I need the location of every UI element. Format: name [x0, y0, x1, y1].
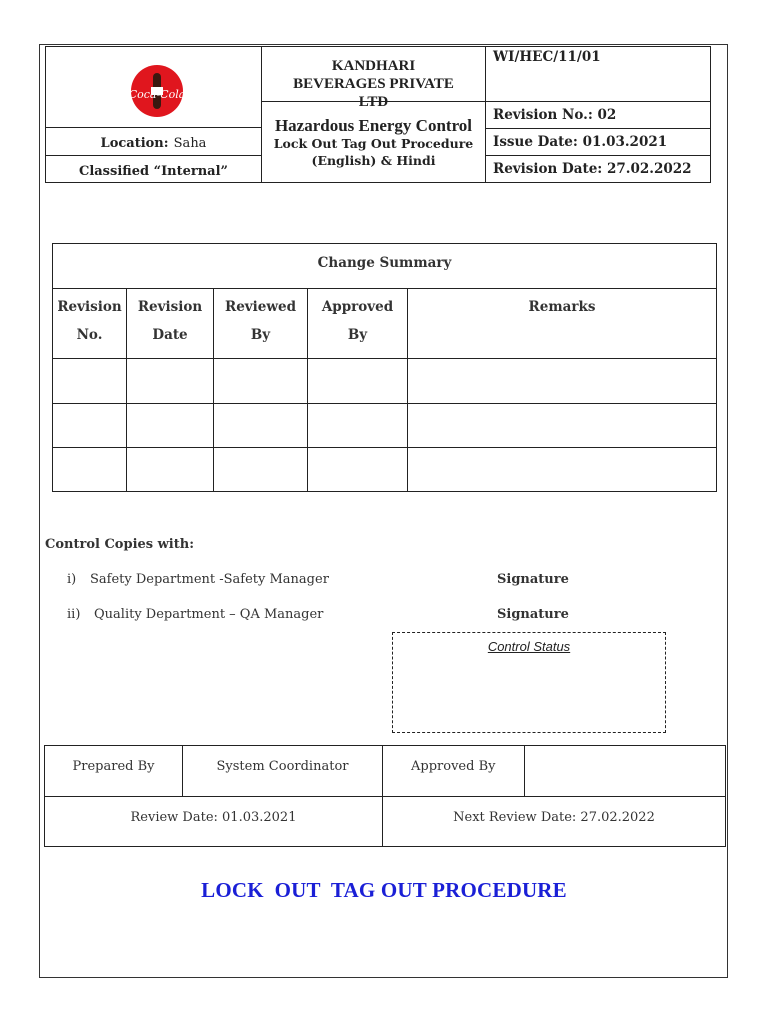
location-label: Location:: [100, 136, 169, 151]
column-header-line: By: [347, 327, 368, 343]
review-date-cell: [44, 796, 383, 847]
revision-no-cell: [485, 101, 711, 129]
table-cell: [52, 358, 127, 404]
table-cell: [407, 358, 717, 404]
table-cell: [213, 403, 308, 448]
control-copies-heading: Control Copies with:: [45, 537, 195, 552]
change-summary-title-cell: [52, 243, 717, 289]
column-header-revision-date: [126, 288, 214, 359]
signature-label: Signature: [497, 572, 569, 587]
control-status-label: Control Status: [487, 639, 571, 654]
next-review-date-cell: [382, 796, 726, 847]
table-cell: [307, 447, 408, 492]
logo-cell: [45, 46, 262, 128]
column-header-line: Reviewed: [224, 299, 297, 315]
column-header-line: By: [250, 327, 271, 343]
column-header-remarks: [407, 288, 717, 359]
column-header-line: Date: [152, 327, 188, 343]
table-cell: [126, 447, 214, 492]
document-title: LOCK OUT TAG OUT PROCEDURE: [201, 878, 567, 902]
company-name: KANDHARI BEVERAGES PRIVATE LTD: [293, 58, 454, 110]
system-coordinator-label: System Coordinator: [216, 759, 349, 774]
control-copy-number: ii): [67, 607, 81, 622]
column-header-reviewed-by: [213, 288, 308, 359]
prepared-by-label: Prepared By: [72, 759, 155, 774]
column-header-revision-no: [52, 288, 127, 359]
doc-title-cell: [261, 101, 486, 183]
signature-label: Signature: [497, 607, 569, 622]
control-copy-label: Safety Department -Safety Manager: [90, 572, 329, 587]
doc-subtitle-language: (English) & Hindi: [311, 153, 436, 168]
table-cell: [126, 358, 214, 404]
table-cell: [213, 358, 308, 404]
table-cell: [307, 358, 408, 404]
column-header-line: No.: [76, 327, 103, 343]
coca-cola-logo-icon: [131, 65, 183, 117]
table-cell: [52, 447, 127, 492]
column-header-line: Revision: [57, 299, 122, 315]
revision-number: Revision No.: 02: [493, 107, 617, 123]
control-status-box: [392, 632, 666, 733]
table-cell: [213, 447, 308, 492]
system-coordinator-cell: [182, 745, 383, 797]
revision-date-cell: [485, 155, 711, 183]
logo-wordmark: Coca-Cola: [131, 88, 183, 101]
table-cell: [407, 447, 717, 492]
issue-date: Issue Date: 01.03.2021: [493, 134, 668, 150]
doc-title: Hazardous Energy Control: [274, 116, 473, 135]
classification-text: Classified “Internal”: [78, 164, 229, 179]
company-cell: [261, 46, 486, 110]
review-date: Review Date: 01.03.2021: [130, 810, 297, 825]
column-header-approved-by: [307, 288, 408, 359]
next-review-date: Next Review Date: 27.02.2022: [453, 810, 655, 825]
column-header-line: Revision: [137, 299, 203, 315]
location-cell: [45, 127, 262, 156]
table-cell: [307, 403, 408, 448]
prepared-by-cell: [44, 745, 183, 797]
change-summary-title: Change Summary: [317, 255, 452, 271]
doc-number: WI/HEC/11/01: [493, 49, 601, 65]
approved-by-cell: [382, 745, 525, 797]
issue-date-cell: [485, 128, 711, 156]
column-header-line: Approved: [321, 299, 394, 315]
table-cell: [52, 403, 127, 448]
doc-number-cell: [485, 46, 711, 102]
table-cell: [407, 403, 717, 448]
approved-by-label: Approved By: [411, 759, 496, 774]
approved-by-value-cell: [524, 745, 726, 797]
column-header-line: Remarks: [528, 299, 596, 315]
table-cell: [126, 403, 214, 448]
coca-cola-logo: [131, 65, 183, 117]
doc-subtitle: Lock Out Tag Out Procedure: [273, 136, 474, 151]
classification-cell: [45, 155, 262, 183]
revision-date: Revision Date: 27.02.2022: [493, 161, 692, 177]
control-copy-label: Quality Department – QA Manager: [94, 607, 324, 622]
control-copy-number: i): [67, 572, 77, 587]
location-value: Saha: [173, 136, 207, 151]
